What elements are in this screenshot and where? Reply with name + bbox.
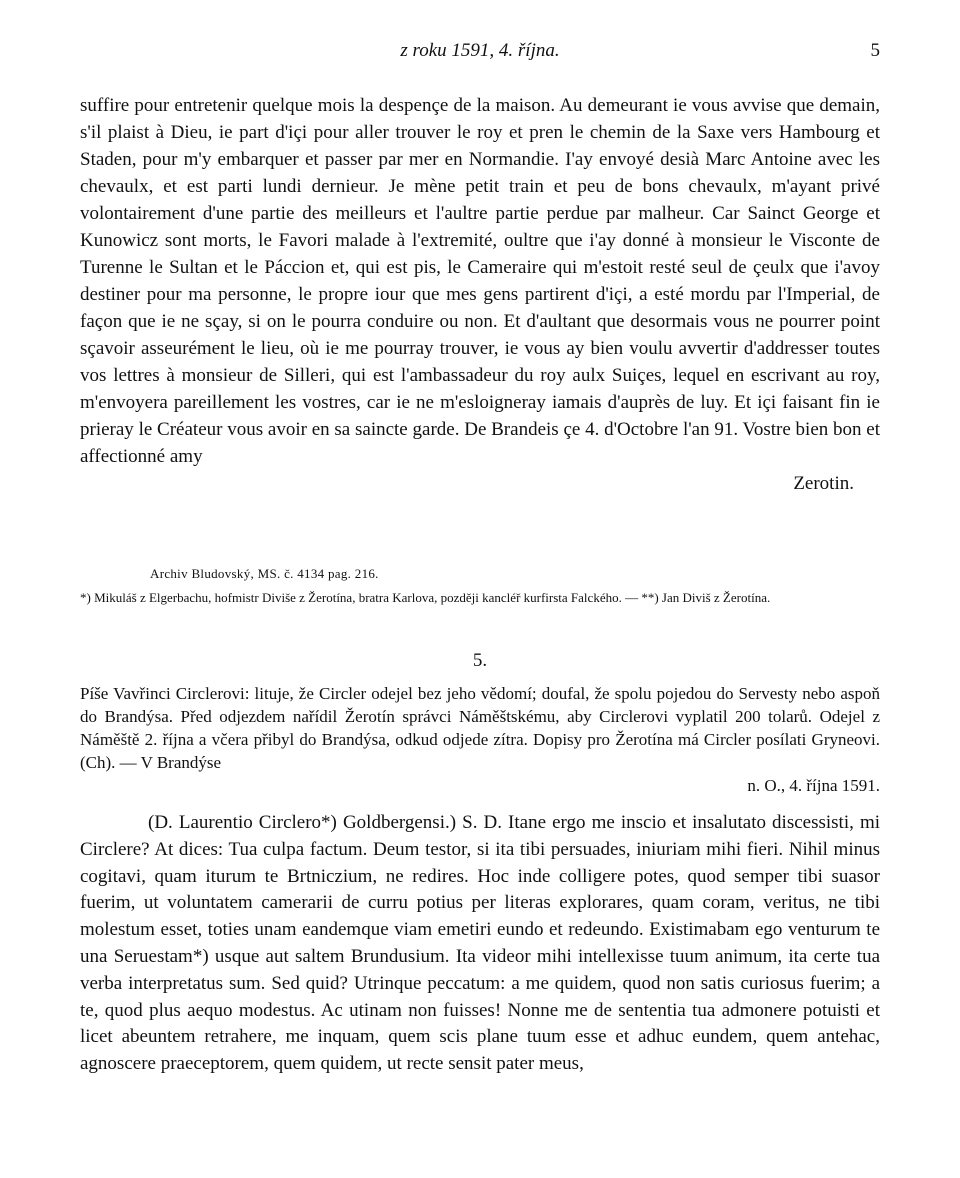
letter-text-french <box>80 92 880 497</box>
running-head <box>80 40 880 68</box>
letter-number: 5. <box>472 650 488 671</box>
running-head-title: z roku 1591, 4. října. <box>400 40 560 61</box>
letter-text-latin: (D. Laurentio Circlero*) Goldbergensi.) S. D. Itane ergo me inscio et insalutato discessisti, mi Circlere? At dices: Tua culpa factum. Deum testor, si ita tibi persuades, iniuriam mihi fieri. Nihil minus cogitavi, quam iturum te Brtniczium, ne redires. Hoc inde colligere potes, quod semper tibi suasor fuerim, ut voluntatem camerarii de curru potius per literas explorares, quam coram, veritus, ne tibi molestum esset, toties unam eandemque viam emetiri eundo et redeundo. Existimabam ego venturum te una Seruestam*) usque aut saltem Brundusium. Ita videor mihi intellexisse tuum animum, ita certe tua verba interpretatus sum. Sed quid? Utrinque peccatum: a me quidem, quod non satis curiosus fuerim; a te, quod plus aequo modestus. Ac utinam non fuisses! Nonne me de sententia tua admonere potuisti et licet abeuntem retrahere, me inquam, quem scis plane tuum esse et adhuc eundem, quem antehac, agnoscere praeceptorem, quem quidem, ut recte sensit pater meus, <box>80 812 880 1075</box>
footnote: *) Mikuláš z Elgerbachu, hofmistr Diviše z Žerotína, bratra Karlova, později kancléř kurfirsta Falckého. — **) Jan Diviš z Žerotína. <box>80 590 771 605</box>
source-note: Archiv Bludovský, MS. č. 4134 pag. 216. <box>150 566 379 581</box>
letter-summary-czech <box>80 682 880 797</box>
summary-place-date: n. O., 4. října 1591. <box>747 776 880 795</box>
summary-text: Píše Vavřinci Circlerovi: lituje, že Circler odejel bez jeho vědomí; doufal, že spolu pojedou do Servesty nebo aspoň do Brandýsa. Před odjezdem nařídil Žerotín správci Náměštskému, aby Circlerovi vyplatil 200 tolarů. Odejel z Náměště 2. října a včera přibyl do Brandýsa, odkud odjede zítra. Dopisy pro Žerotína má Circler posílati Gryneovi. (Ch). — V Brandýse <box>80 684 880 772</box>
signature: Zerotin. <box>793 473 854 494</box>
page-number: 5 <box>870 40 880 61</box>
letter-body: suffire pour entretenir quelque mois la despençe de la maison. Au demeurant ie vous avvise que demain, s'il plaist à Dieu, ie part d'içi pour aller trouver le roy et pren le chemin de la Saxe vers Hambourg et Staden, pour m'y embarquer et passer par mer en Normandie. I'ay envoyé desià Marc Antoine avec les chevaulx, et est parti lundi dernieur. Je mène petit train et peu de bons chevaulx, m'ayant privé volontairement d'une partie des meilleurs et l'aultre partie perdue par malheur. Car Sainct George et Kunowicz sont morts, le Favori malade à l'extremité, oultre que i'ay donné à monsieur le Visconte de Turenne le Sultan et le Páccion et, qui est pis, le Cameraire qui m'estoit resté seul de çeulx que i'avoy destiner pour ma personne, le propre iour que mes gens partirent d'içi, a esté mordu par l'Imperial, de façon que ie ne sçay, si on le pourra conduire ou non. Et d'aultant que desormais vous ne pourrer point sçavoir asseurément le lieu, où ie me pourray trouver, ie vous ay bien voulu avvertir d'addresser toutes vos lettres à monsieur de Silleri, qui est l'ambassadeur du roy aulx Suiçes, lequel en escrivant au roy, m'envoyera pareillement les vostres, car ie ne m'esloigneray iamais d'auprès de luy. Et içi faisant fin ie prieray le Créateur vous avoir en sa saincte garde. De Brandeis çe 4. d'Octobre l'an 91. Vostre bien bon et affectionné amy <box>80 95 880 467</box>
